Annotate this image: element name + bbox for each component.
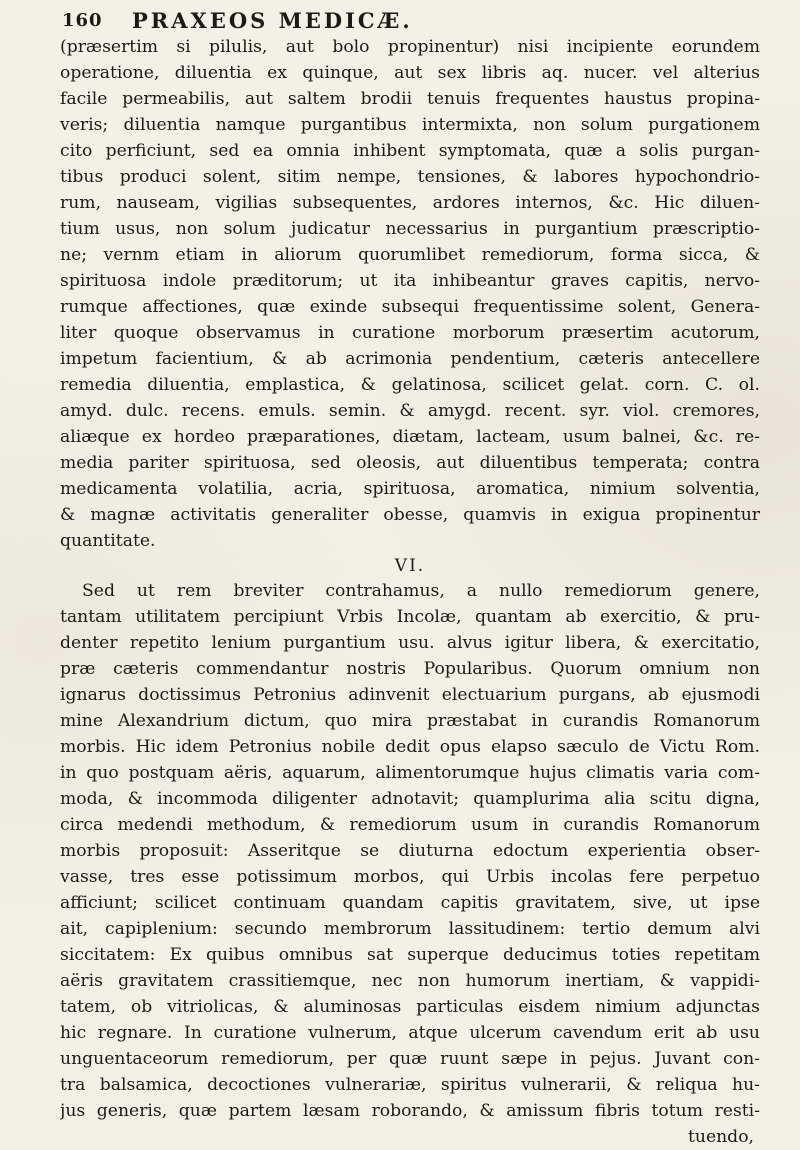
page-number: 160 [62,10,103,31]
text-line: aëris gravitatem crassitiemque, nec non humorum inertiam, & vappidi- [60,971,760,991]
text-line: cito perficiunt, sed ea omnia inhibent symptomata, quæ a solis purgan- [60,141,760,161]
text-line: tibus produci solent, sitim nempe, tensiones, & labores hypochondrio- [60,167,760,187]
text-line: aliæque ex hordeo præparationes, diætam, lacteam, usum balnei, &c. re- [60,427,760,447]
text-line: hic regnare. In curatione vulnerum, atque ulcerum cavendum erit ab usu [60,1023,760,1043]
text-line: moda, & incommoda diligenter adnotavit; quamplurima alia scitu digna, [60,789,760,809]
paragraph-section-vi [60,578,760,1150]
text-line: medicamenta volatilia, acria, spirituosa, aromatica, nimium solventia, [60,479,760,499]
text-line: Sed ut rem breviter contrahamus, a nullo remediorum genere, [82,581,760,601]
text-line: ne; vernm etiam in aliorum quorumlibet remediorum, forma sicca, & [60,245,760,265]
text-line: circa medendi methodum, & remediorum usum in curandis Romanorum [60,815,760,835]
text-line: quantitate. [60,531,156,551]
text-line: ignarus doctissimus Petronius adinvenit electuarium purgans, ab ejusmodi [60,685,760,705]
text-line: denter repetito lenium purgantium usu. alvus igitur libera, & exercitatio, [60,633,760,653]
text-line: unguentaceorum remediorum, per quæ ruunt sæpe in pejus. Juvant con- [60,1049,760,1069]
text-line: ait, capiplenium: secundo membrorum lassitudinem: tertio demum alvi [60,919,760,939]
text-line: morbis. Hic idem Petronius nobile dedit opus elapso sæculo de Victu Rom. [60,737,760,757]
text-line: tantam utilitatem percipiunt Vrbis Incolæ, quantam ab exercitio, & pru- [60,607,760,627]
text-line: veris; diluentia namque purgantibus intermixta, non solum purgationem [60,115,760,135]
text-line: tatem, ob vitriolicas, & aluminosas particulas eisdem nimium adjunctas [60,997,760,1017]
text-line: in quo postquam aëris, aquarum, alimentorumque hujus climatis varia com- [60,763,760,783]
body-text [60,34,760,1150]
text-line: spirituosa indole præditorum; ut ita inhibeantur graves capitis, nervo- [60,271,760,291]
text-line: vasse, tres esse potissimum morbos, qui Urbis incolas fere perpetuo [60,867,760,887]
text-line: media pariter spirituosa, sed oleosis, aut diluentibus temperata; contra [60,453,760,473]
text-line: mine Alexandrium dictum, quo mira præstabat in curandis Romanorum [60,711,760,731]
text-line: tra balsamica, decoctiones vulnerariæ, spiritus vulnerarii, & reliqua hu- [60,1075,760,1095]
text-line: siccitatem: Ex quibus omnibus sat superque deducimus toties repetitam [60,945,760,965]
text-line: liter quoque observamus in curatione morborum præsertim acutorum, [60,323,760,343]
text-line: (præsertim si pilulis, aut bolo propinentur) nisi incipiente eorundem [60,37,760,57]
text-line: tium usus, non solum judicatur necessarius in purgantium præscriptio- [60,219,760,239]
text-line: rumque affectiones, quæ exinde subsequi frequentissime solent, Genera- [60,297,760,317]
text-line: morbis proposuit: Asseritque se diuturna edoctum experientia obser- [60,841,760,861]
text-line: afficiunt; scilicet continuam quandam capitis gravitatem, sive, ut ipse [60,893,760,913]
text-line: amyd. dulc. recens. emuls. semin. & amygd. recent. syr. viol. cremores, [60,401,760,421]
running-head: PRAXEOS MEDICÆ. [132,8,413,33]
text-line: facile permeabilis, aut saltem brodii tenuis frequentes haustus propina- [60,89,760,109]
text-line: jus generis, quæ partem læsam roborando, & amissum fibris totum resti- [60,1101,760,1121]
text-line: & magnæ activitatis generaliter obesse, quamvis in exigua propinentur [60,505,760,525]
text-line: rum, nauseam, vigilias subsequentes, ardores internos, &c. Hic diluen- [60,193,760,213]
text-line: operatione, diluentia ex quinque, aut sex libris aq. nucer. vel alterius [60,63,760,83]
text-line: tuendo, [687,1127,754,1147]
text-line: impetum facientium, & ab acrimonia pendentium, cæteris antecellere [60,349,760,369]
section-heading: VI. [394,556,426,576]
text-line: remedia diluentia, emplastica, & gelatinosa, scilicet gelat. corn. C. ol. [60,375,760,395]
text-line: præ cæteris commendantur nostris Popularibus. Quorum omnium non [60,659,760,679]
paragraph-diluentia [60,34,760,554]
